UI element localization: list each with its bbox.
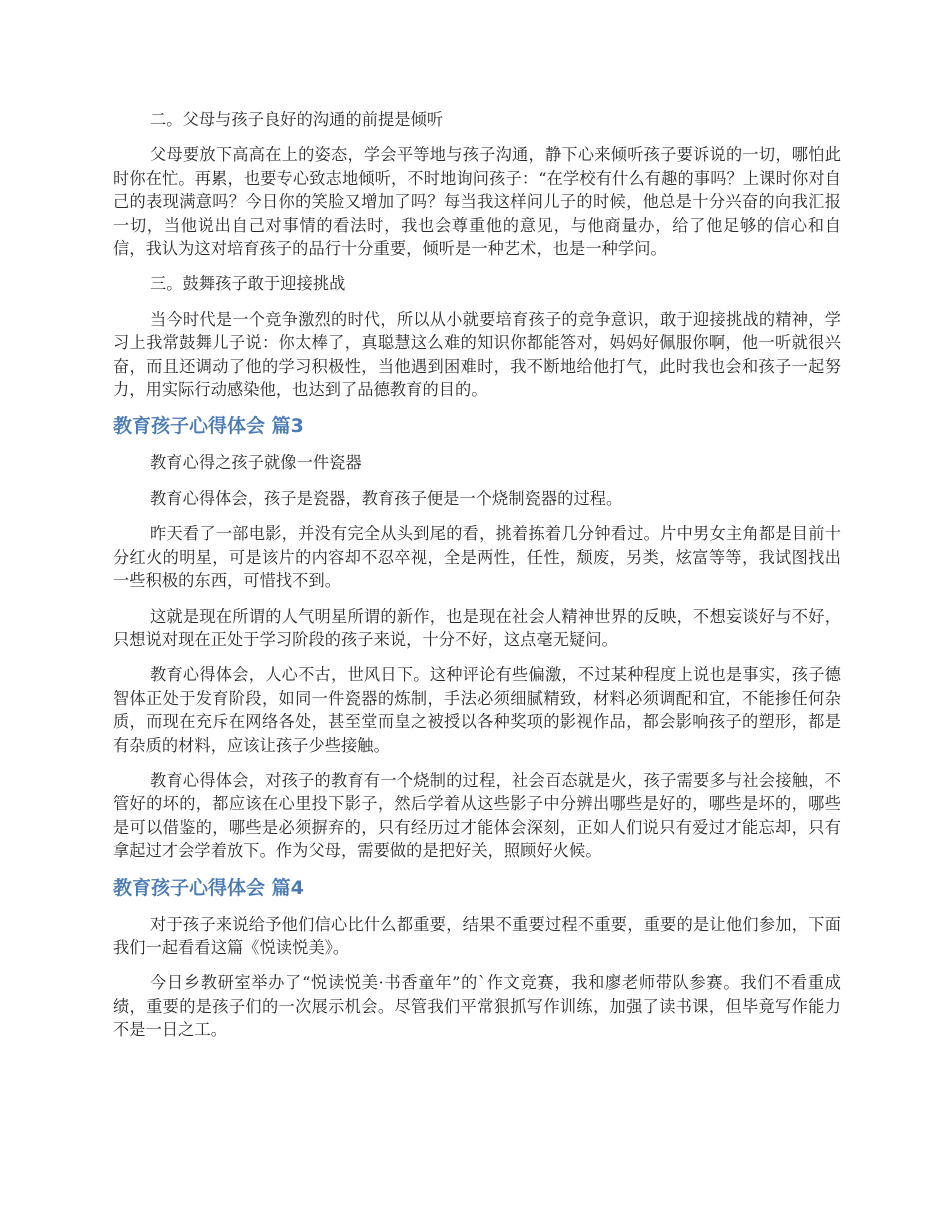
- document-page: [113, 108, 841, 1054]
- section2-paragraph-challenge: 当今时代是一个竞争激烈的时代，所以从小就要培育孩子的竞争意识，敢于迎接挑战的精神，学习上我常鼓舞儿子说：你太棒了，真聪慧这么难的知识你都能答对，妈妈好佩服你啊，他一听就很兴奋，而且还调动了他的学习积极性，当他遇到困难时，我不断地给他打气，此时我也会和孩子一起努力，用实际行动感染他，也达到了品德教育的目的。: [113, 309, 841, 400]
- section2-subheading-listening: 二。父母与孩子良好的沟通的前提是倾听: [150, 110, 444, 129]
- section3-paragraph-4: 这就是现在所谓的人气明星所谓的新作，也是现在社会人精神世界的反映，不想妄谈好与不好，只想说对现在正处于学习阶段的孩子来说，十分不好，这点毫无疑问。: [113, 606, 841, 649]
- section2-subheading-challenge: 三。鼓舞孩子敢于迎接挑战: [150, 274, 346, 294]
- section3-paragraph-1: 教育心得之孩子就像一件瓷器: [150, 453, 362, 473]
- section3-heading: 教育孩子心得体会 篇3: [113, 415, 304, 438]
- section3-paragraph-3: 昨天看了一部电影，并没有完全从头到尾的看，挑着拣着几分钟看过。片中男女主角都是目前十分红火的明星，可是该片的内容却不忍卒视，全是两性，任性，颓废，另类，炫富等等，我试图找出一些积极的东西，可惜找不到。: [113, 524, 841, 591]
- section4-paragraph-2: 今日乡教研室举办了“悦读悦美·书香童年”的`作文竞赛，我和廖老师带队参赛。我们不看重成绩，重要的是孩子们的一次展示机会。尽管我们平常狠抓写作训练，加强了读书课，但毕竟写作能力不是一日之工。: [113, 973, 841, 1040]
- section4-heading: 教育孩子心得体会 篇4: [113, 876, 304, 899]
- section3-paragraph-2: 教育心得体会，孩子是瓷器，教育孩子便是一个烧制瓷器的过程。: [150, 488, 623, 508]
- section3-paragraph-5: 教育心得体会，人心不古，世风日下。这种评论有些偏激，不过某种程度上说也是事实，孩子德智体正处于发育阶段，如同一件瓷器的炼制，手法必须细腻精致，材料必须调配和宜，不能掺任何杂质，而现在充斥在网络各处，甚至堂而皇之被授以各种奖项的影视作品，都会影响孩子的塑形，都是有杂质的材料，应该让孩子少些接触。: [113, 665, 841, 755]
- section3-paragraph-6: 教育心得体会，对孩子的教育有一个烧制的过程，社会百态就是火，孩子需要多与社会接触，不管好的坏的，都应该在心里投下影子，然后学着从这些影子中分辨出哪些是好的，哪些是坏的，哪些是可以借鉴的，哪些是必须摒弃的，只有经历过才能体会深刻，正如人们说只有爱过才能忘却，只有拿起过才会学着放下。作为父母，需要做的是把好关，照顾好火候。: [113, 770, 841, 861]
- section4-paragraph-1: 对于孩子来说给予他们信心比什么都重要，结果不重要过程不重要，重要的是让他们参加，下面我们一起看看这篇《悦读悦美》。: [113, 914, 841, 957]
- section2-paragraph-listening: 父母要放下高高在上的姿态，学会平等地与孩子沟通，静下心来倾听孩子要诉说的一切，哪怕此时你在忙。再累，也要专心致志地倾听，不时地询问孩子：“在学校有什么有趣的事吗？上课时你对自己的表现满意吗？今日你的笑脸又增加了吗？每当我这样问儿子的时候，他总是十分兴奋的向我汇报一切，当他说出自己对事情的看法时，我也会尊重他的意见，与他商量办，给了他足够的信心和自信，我认为这对培育孩子的品行十分重要，倾听是一种艺术，也是一种学问。: [113, 145, 841, 259]
